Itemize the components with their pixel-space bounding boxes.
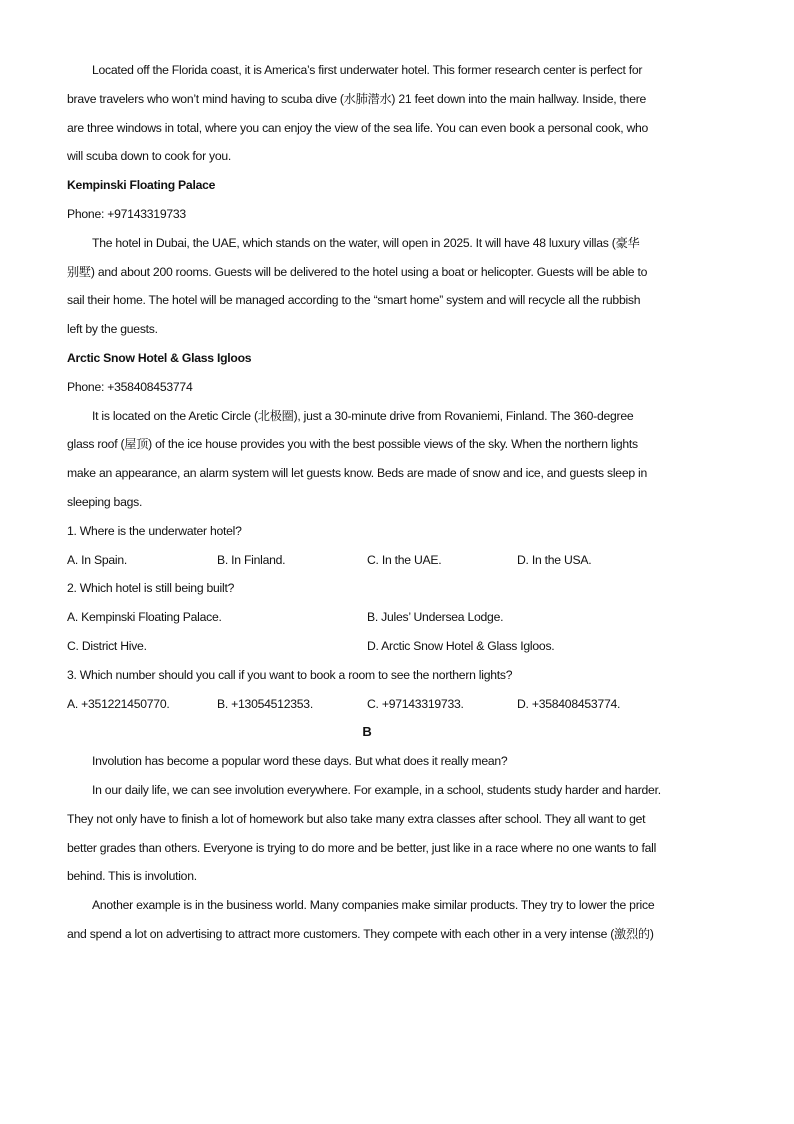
- question-2: 2. Which hotel is still being built?: [67, 581, 235, 596]
- option-a: A. +351221450770.: [67, 696, 170, 711]
- option-c: C. +97143319733.: [367, 696, 464, 711]
- option-c: C. In the UAE.: [367, 552, 442, 567]
- hotel-title: Arctic Snow Hotel & Glass Igloos: [67, 350, 252, 365]
- option-b: B. +13054512353.: [217, 696, 313, 711]
- text-line: left by the guests.: [67, 322, 158, 337]
- text-line: sleeping bags.: [67, 494, 143, 509]
- hotel-phone: Phone: +358408453774: [67, 379, 193, 394]
- option-c: C. District Hive.: [67, 638, 147, 653]
- text-line: Involution has become a popular word these days. But what does it really mean?: [92, 754, 508, 769]
- text-line: and spend a lot on advertising to attract more customers. They compete with each other in a very intense (激烈的): [67, 926, 654, 941]
- text-line: sail their home. The hotel will be managed according to the “smart home” system and will recycle all the rubbish: [67, 293, 641, 308]
- hotel-title: Kempinski Floating Palace: [67, 178, 216, 193]
- text-line: 别墅) and about 200 rooms. Guests will be delivered to the hotel using a boat or helicopter. Guests will be able to: [67, 264, 648, 279]
- text-line: will scuba down to cook for you.: [67, 149, 232, 164]
- text-line: brave travelers who won’t mind having to scuba dive (水肺潜水) 21 feet down into the main hallway. Inside, there: [67, 91, 647, 106]
- text-line: In our daily life, we can see involution everywhere. For example, in a school, students study harder and harder.: [92, 782, 661, 797]
- option-d: D. In the USA.: [517, 552, 592, 567]
- text-line: are three windows in total, where you can enjoy the view of the sea life. You can even book a personal cook, who: [67, 120, 649, 135]
- text-line: behind. This is involution.: [67, 869, 197, 884]
- question-2-options-row1: [67, 603, 667, 632]
- option-a: A. Kempinski Floating Palace.: [67, 610, 222, 625]
- text-line: better grades than others. Everyone is trying to do more and be better, just like in a race where no one wants to fall: [67, 840, 657, 855]
- question-3-options: [67, 690, 667, 719]
- text-line: It is located on the Aretic Circle (北极圈), just a 30-minute drive from Rovaniemi, Finland. The 360-degree: [92, 408, 634, 423]
- hotel-phone: Phone: +97143319733: [67, 206, 186, 221]
- document-page: [67, 56, 667, 949]
- option-a: A. In Spain.: [67, 552, 128, 567]
- option-b: B. Jules’ Undersea Lodge.: [367, 610, 504, 625]
- option-d: D. Arctic Snow Hotel & Glass Igloos.: [367, 638, 555, 653]
- text-line: make an appearance, an alarm system will let guests know. Beds are made of snow and ice, and guests sleep in: [67, 466, 647, 481]
- section-heading: B: [362, 724, 372, 740]
- question-1: 1. Where is the underwater hotel?: [67, 523, 242, 538]
- text-line: Located off the Florida coast, it is America’s first underwater hotel. This former research center is perfect for: [92, 63, 643, 77]
- text-line: Another example is in the business world. Many companies make similar products. They try to lower the price: [92, 898, 655, 913]
- text-line: They not only have to finish a lot of homework but also take many extra classes after school. They all want to get: [67, 811, 646, 826]
- option-b: B. In Finland.: [217, 552, 286, 567]
- text-line: glass roof (屋顶) of the ice house provides you with the best possible views of the sky. When the northern lights: [67, 437, 638, 452]
- question-3: 3. Which number should you call if you want to book a room to see the northern lights?: [67, 667, 513, 682]
- text-line: The hotel in Dubai, the UAE, which stands on the water, will open in 2025. It will have 48 luxury villas (豪华: [92, 235, 640, 250]
- question-1-options: [67, 546, 667, 575]
- option-d: D. +358408453774.: [517, 696, 621, 711]
- question-2-options-row2: [67, 632, 667, 661]
